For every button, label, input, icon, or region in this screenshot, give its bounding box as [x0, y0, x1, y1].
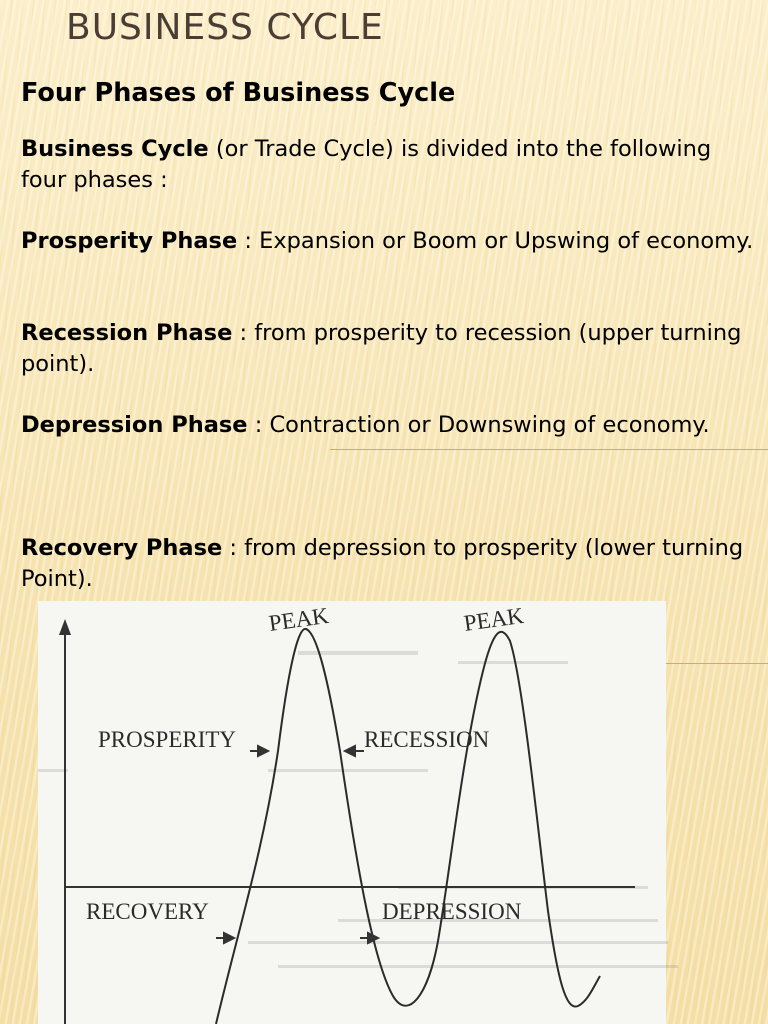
intro-paragraph [21, 134, 756, 195]
phase-term: Prosperity Phase [21, 228, 238, 254]
phase-recovery [21, 533, 756, 594]
phase-text: : from depression to prosperity (lower turning Point). [21, 535, 744, 592]
prosperity-arrow [250, 746, 268, 756]
phase-text: : Expansion or Boom or Upswing of economy. [237, 228, 754, 254]
phase-term: Recovery Phase [21, 535, 223, 561]
phase-depression [21, 410, 756, 441]
phase-term: Depression Phase [21, 412, 248, 438]
cycle-wave [216, 629, 600, 1024]
prosperity-label: PROSPERITY [98, 727, 237, 752]
recession-label: RECESSION [364, 727, 490, 752]
phase-term: Recession Phase [21, 320, 233, 346]
y-axis-arrow [59, 619, 71, 635]
phase-prosperity [21, 226, 756, 257]
cycle-diagram-svg [38, 601, 666, 1024]
recovery-arrow [216, 933, 234, 943]
content-area [21, 76, 756, 592]
recovery-label: RECOVERY [86, 899, 209, 924]
depression-label: DEPRESSION [382, 899, 522, 924]
phase-text: : Contraction or Downswing of economy. [247, 412, 710, 438]
phase-recession [21, 318, 756, 379]
intro-text: (or Trade Cycle) is divided into the following four phases : [21, 136, 712, 193]
accent-line-lower [666, 663, 768, 664]
intro-term: Business Cycle [21, 136, 209, 162]
peak-label-2: PEAK [462, 602, 526, 636]
content-subtitle: Four Phases of Business Cycle [21, 78, 456, 108]
business-cycle-diagram [38, 601, 666, 1024]
recession-arrow [345, 746, 364, 756]
peak-label-1: PEAK [267, 602, 331, 636]
phase-text: : from prosperity to recession (upper turning point). [21, 320, 742, 377]
slide-title: BUSINESS CYCLE [66, 7, 384, 48]
